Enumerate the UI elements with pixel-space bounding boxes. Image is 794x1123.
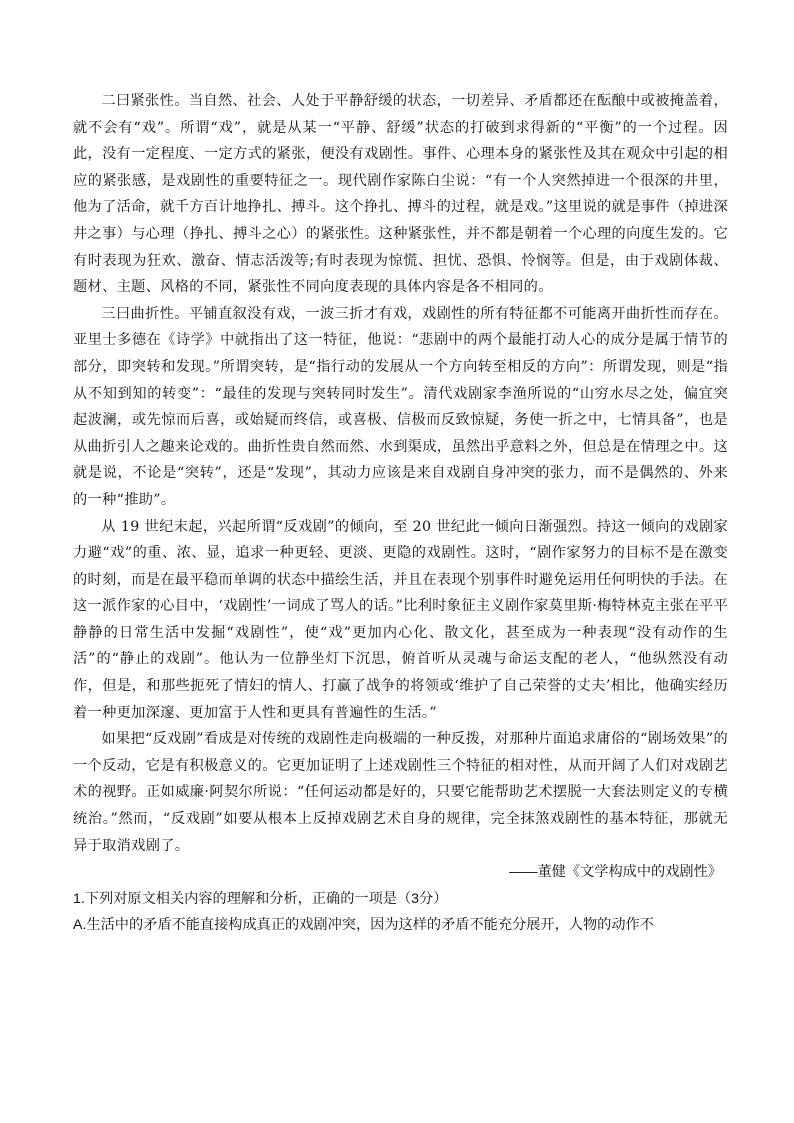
paragraph-twists: 三曰曲折性。平铺直叙没有戏，一波三折才有戏，戏剧性的所有特征都不可能离开曲折性而存在。亚里士多德在《诗学》中就指出了这一特征，他说：“悲剧中的两个最能打动人心的成分是属于情节的部分，即突转和发现。”所谓突转，是“指行动的发展从一个方向转至相反的方向”：所谓发现，则是“指从不知到知的转变”：“最佳的发现与突转同时发生”。清代戏剧家李渔所说的“山穷水尽之处，偏宜突起波澜，或先惊而后喜，或始疑而终信，或喜极、信极而反致惊疑，务使一折之中，七情具备”，也是从曲折引人之趣来论戏的。曲折性贵自然而然、水到渠成，虽然出乎意料之外，但总是在情理之中。这就是说，不论是“突转”，还是“发现”，其动力应该是来自戏剧自身冲突的张力，而不是偶然的、外来的一种“推助”。: [73, 305, 728, 508]
question-1-stem: 1.下列对原文相关内容的理解和分析，正确的一项是（3分）: [73, 890, 448, 907]
paragraph-conclusion: 如果把“反戏剧”看成是对传统的戏剧性走向极端的一种反拨，对那种片面追求庸俗的“剧场效果”的一个反动，它是有积极意义的。它更加证明了上述戏剧性三个特征的相对性，从而开阔了人们对戏剧艺术的视野。正如威廉·阿契尔所说：“任何运动都是好的，只要它能帮助艺术摆脱一大套法则定义的专横统治。”然而，“反戏剧”如要从根本上反掉戏剧艺术自身的规律，完全抹煞戏剧性的基本特征，那就无异于取消戏剧了。: [73, 731, 728, 854]
paragraph-tension: 二曰紧张性。当自然、社会、人处于平静舒缓的状态，一切差异、矛盾都还在酝酿中或被掩盖着，就不会有“戏”。所谓“戏”，就是从某一“平静、舒缓”状态的打破到求得新的“平衡”的一个过程。因此，没有一定程度、一定方式的紧张，便没有戏剧性。事件、心理本身的紧张性及其在观众中引起的相应的紧张感，是戏剧性的重要特征之一。现代剧作家陈白尘说：“有一个人突然掉进一个很深的井里，他为了活命，就千方百计地挣扎、搏斗。这个挣扎、搏斗的过程，就是戏。”这里说的就是事件（掉进深井之事）与心理（挣扎、搏斗之心）的紧张性。这种紧张性，并不都是朝着一个心理的向度生发的。它有时表现为狂欢、激奋、情志活泼等;有时表现为惊慌、担忧、恐惧、怜悯等。但是，由于戏剧体裁、题材、主题、风格的不同，紧张性不同向度表现的具体内容是各不相同的。: [73, 93, 728, 296]
paragraph-anti-drama: 从 19 世纪末起，兴起所谓“反戏剧”的倾向，至 20 世纪此一倾向日渐强烈。持这一倾向的戏剧家力避“戏”的重、浓、显，追求一种更轻、更淡、更隐的戏剧性。这时，“剧作家努力的目标不是在激变的时刻，而是在最平稳而单调的状态中描绘生活，并且在表现个别事件时避免运用任何明快的手法。在这一派作家的心目中，‘戏剧性’一词成了骂人的话。”比利时象征主义剧作家莫里斯·梅特林克主张在平平静静的日常生活中发掘“戏剧性”，使“戏”更加内心化、散文化，甚至成为一种表现“没有动作的生活”的“静止的戏剧”。他认为一位静坐灯下沉思，俯首听从灵魂与命运支配的老人，“他纵然没有动作，但是，和那些扼死了情妇的情人、打赢了战争的将领或‘维护了自己荣誉的丈夫’相比，他确实经历着一种更加深邃、更加富于人性和更具有普遍性的生活。”: [73, 518, 728, 721]
question-1-option-a: A.生活中的矛盾不能直接构成真正的戏剧冲突，因为这样的矛盾不能充分展开，人物的动作不: [73, 917, 654, 934]
source-attribution: ——董健《文学构成中的戏剧性》: [509, 864, 722, 881]
